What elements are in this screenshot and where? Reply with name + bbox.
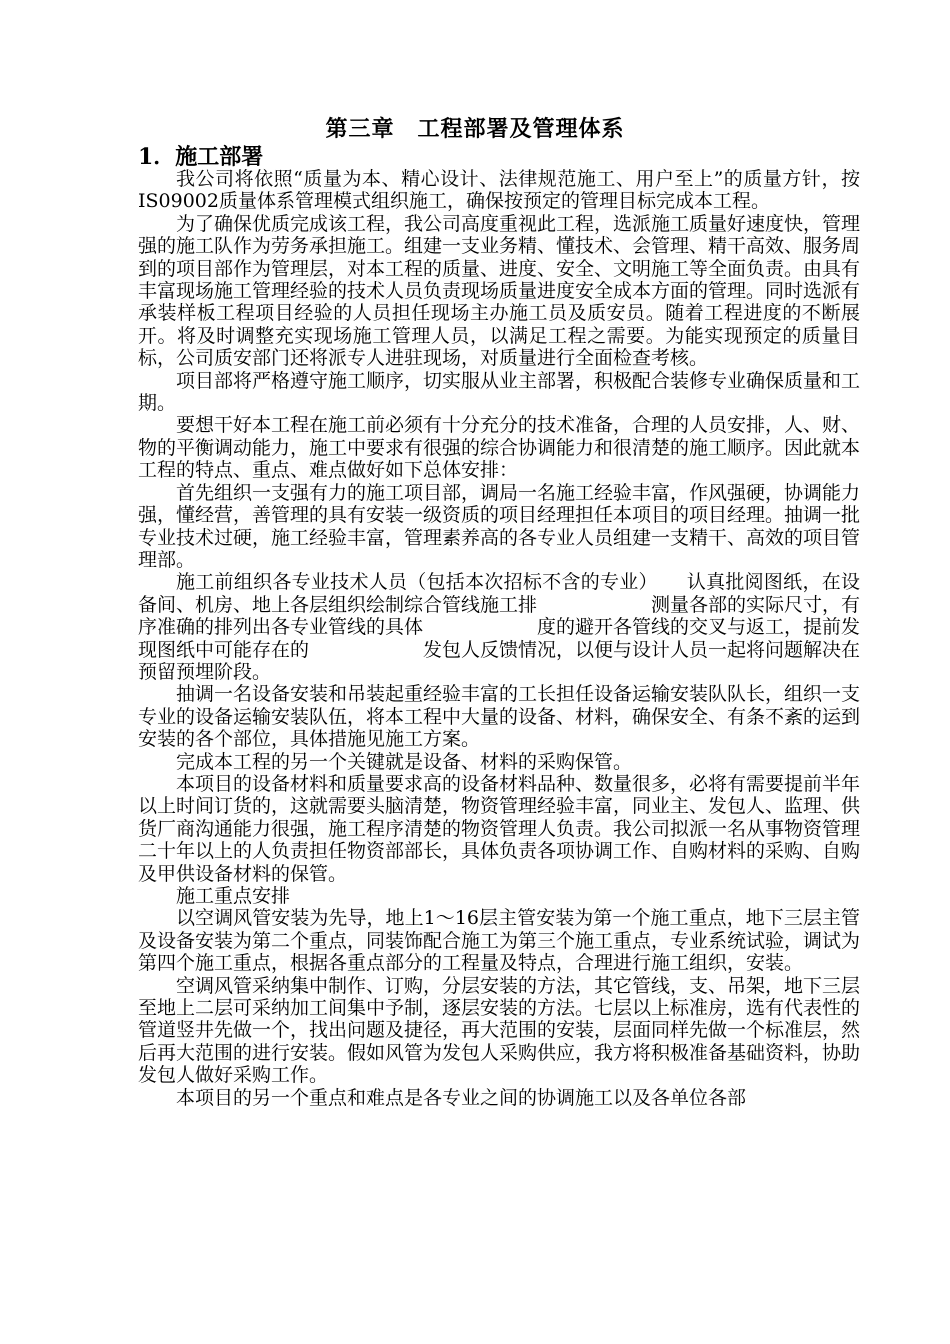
section-heading: 1．施工部署 — [138, 144, 264, 170]
paragraph-duct-installation: 空调风管采纳集中制作、订购，分层安装的方法，其它管线，支、吊架，地下三层至地上二层可采纳加工间集中予制，逐层安装的方法。七层以上标准房，选有代表性的管道竖井先做一个，找出问题及捷径，再大范围的安装，层面同样先做一个标准层，然后再大范围的进行安装。假如风管为发包人采购供应，我方将积极准备基础资料，协助发包人做好采购工作。 — [138, 974, 861, 1087]
paragraph-project-department: 首先组织一支强有力的施工项目部，调局一名施工经验丰富，作风强硬，协调能力强，懂经营，善管理的具有安装一级资质的项目经理担任本项目的项目经理。抽调一批专业技术过硬，施工经验丰富，管理素养高的各专业人员组建一支精干、高效的项目管理部。 — [138, 481, 861, 571]
chapter-title: 第三章 工程部署及管理体系 — [325, 116, 625, 142]
paragraph-quality-policy: 我公司将依照“质量为本、精心设计、法律规范施工、用户至上”的质量方针，按IS09002质量体系管理模式组织施工，确保按预定的管理目标完成本工程。 — [138, 168, 860, 213]
paragraph-material-management: 本项目的设备材料和质量要求高的设备材料品种、数量很多，必将有需要提前半年以上时间订货的，这就需要头脑清楚，物资管理经验丰富，同业主、发包人、监理、供货厂商沟通能力很强，施工程序清楚的物资管理人负责。我公司拟派一名从事物资管理二十年以上的人负责担任物资部部长，具体负责各项协调工作、自购材料的采购、自购及甲供设备材料的保管。 — [138, 772, 861, 885]
document-body — [138, 168, 860, 1109]
paragraph-procurement-key: 完成本工程的另一个关键就是设备、材料的采购保管。 — [176, 750, 633, 773]
sub-heading-key-points: 施工重点安排 — [176, 885, 291, 907]
paragraph-drawing-review: 施工前组织各专业技术人员（包括本次招标不含的专业） 认真批阅图纸，在设备间、机房、地上各层组织绘制综合管线施工排 测量各部的实际尺寸，有序准确的排列出各专业管线的具体 度的避开各管线的交叉与返工，提前发现图纸中可能存在的 发包人反馈情况，以便与设计人员一起将问题解决在预留预埋阶段。 — [138, 571, 861, 683]
paragraph-key-construction-points: 以空调风管安装为先导，地上1～16层主管安装为第一个施工重点，地下三层主管及设备安装为第二个重点，同装饰配合施工为第三个施工重点，专业系统试验，调试为第四个施工重点，根据各重点部分的工程量及特点，合理进行施工组织，安装。 — [138, 907, 861, 975]
paragraph-technical-preparation: 要想干好本工程在施工前必须有十分充分的技术准备，合理的人员安排，人、财、物的平衡调动能力，施工中要求有很强的综合协调能力和很清楚的施工顺序。因此就本工程的特点、重点、难点做好如下总体安排： — [138, 414, 861, 482]
paragraph-equipment-transport: 抽调一名设备安装和吊装起重经验丰富的工长担任设备运输安装队队长，组织一支专业的设备运输安装队伍，将本工程中大量的设备、材料，确保安全、有条不紊的运到安装的各个部位，具体措施见施工方案。 — [138, 683, 861, 751]
paragraph-coordination: 本项目的另一个重点和难点是各专业之间的协调施工以及各单位各部 — [176, 1086, 747, 1109]
paragraph-project-organization: 为了确保优质完成该工程，我公司高度重视此工程，选派施工质量好速度快，管理强的施工队作为劳务承担施工。组建一支业务精、懂技术、会管理、精干高效、服务周到的项目部作为管理层，对本工程的质量、进度、安全、文明施工等全面负责。由具有丰富现场施工管理经验的技术人员负责现场质量进度安全成本方面的管理。同时选派有承装样板工程项目经验的人员担任现场主办施工员及质安员。随着工程进度的不断展开。将及时调整充实现场施工管理人员，以满足工程之需要。为能实现预定的质量目标，公司质安部门还将派专人进驻现场，对质量进行全面检查考核。 — [138, 212, 861, 370]
paragraph-construction-sequence: 项目部将严格遵守施工顺序，切实服从业主部署，积极配合装修专业确保质量和工期。 — [138, 369, 861, 415]
